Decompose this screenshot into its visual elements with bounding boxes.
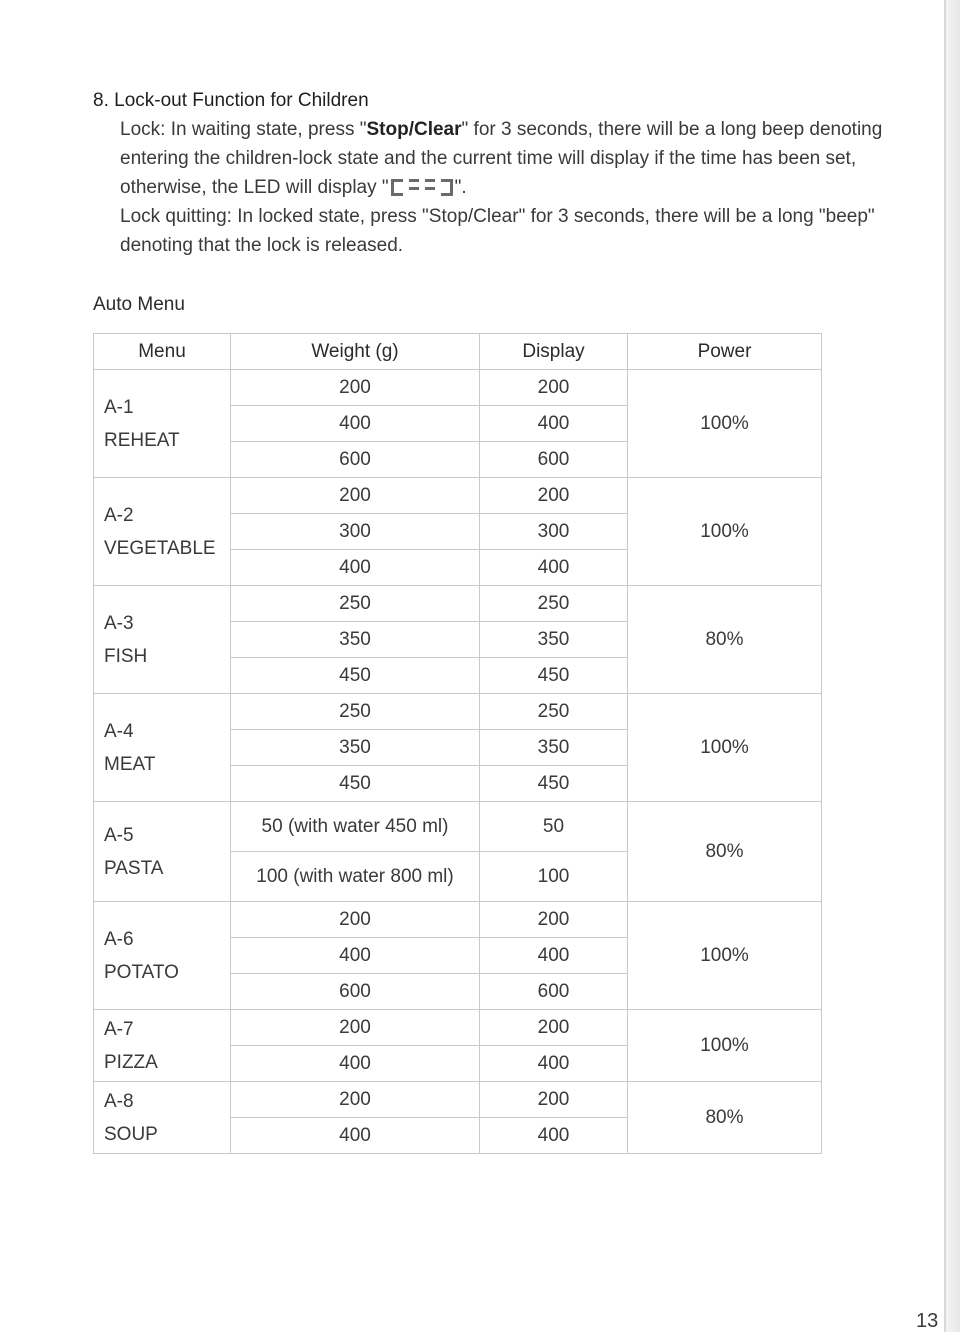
program-name: PASTA: [104, 857, 164, 879]
lock-text-prefix: Lock: In waiting state, press ": [120, 119, 367, 140]
lock-text-suffix: " for 3 seconds, there will be a long beep denoting entering the children-lock state and the current time will display if the time has been set, otherwise, the LED will display ": [120, 119, 883, 198]
menu-program-cell: [94, 902, 231, 1010]
auto-menu-table: [93, 333, 822, 1154]
power-cell: 100%: [628, 902, 822, 1010]
program-name: REHEAT: [104, 429, 180, 451]
weight-cell: 450: [231, 766, 480, 802]
display-cell: 250: [480, 694, 628, 730]
lock-paragraph: [120, 115, 893, 202]
program-name: FISH: [104, 645, 148, 667]
weight-cell: 350: [231, 730, 480, 766]
menu-program-cell: [94, 370, 231, 478]
lock-symbol-lcd-icon: [391, 179, 453, 196]
table-row: [94, 902, 822, 938]
menu-program-cell: [94, 1082, 231, 1154]
display-cell: 400: [480, 550, 628, 586]
menu-program-cell: [94, 478, 231, 586]
display-cell: 200: [480, 1010, 628, 1046]
display-cell: 200: [480, 370, 628, 406]
power-cell: 100%: [628, 1010, 822, 1082]
display-cell: 400: [480, 406, 628, 442]
lock-quit-paragraph: Lock quitting: In locked state, press "Stop/Clear" for 3 seconds, there will be a long "beep" denoting that the lock is released.: [120, 206, 875, 256]
table-row: [94, 478, 822, 514]
weight-cell: 200: [231, 902, 480, 938]
table-row: [94, 802, 822, 852]
table-row: [94, 586, 822, 622]
weight-cell: 350: [231, 622, 480, 658]
program-code: A-7: [104, 1018, 134, 1040]
program-code: A-6: [104, 928, 134, 950]
weight-cell: 50 (with water 450 ml): [231, 802, 480, 852]
display-cell: 200: [480, 1082, 628, 1118]
power-cell: 80%: [628, 586, 822, 694]
weight-cell: 400: [231, 406, 480, 442]
display-cell: 600: [480, 974, 628, 1010]
table-row: [94, 370, 822, 406]
menu-program-cell: [94, 1010, 231, 1082]
display-cell: 400: [480, 938, 628, 974]
menu-program-cell: [94, 802, 231, 902]
display-cell: 100: [480, 852, 628, 902]
power-cell: 80%: [628, 802, 822, 902]
page-edge: [944, 0, 960, 1332]
power-cell: 100%: [628, 478, 822, 586]
program-code: A-3: [104, 612, 134, 634]
program-code: A-5: [104, 824, 134, 846]
power-cell: 100%: [628, 370, 822, 478]
lockout-section: [93, 86, 893, 260]
weight-cell: 100 (with water 800 ml): [231, 852, 480, 902]
program-code: A-4: [104, 720, 134, 742]
menu-program-cell: [94, 586, 231, 694]
program-code: A-8: [104, 1090, 134, 1112]
display-cell: 600: [480, 442, 628, 478]
section-heading: 8. Lock-out Function for Children: [93, 90, 369, 111]
weight-cell: 400: [231, 1046, 480, 1082]
program-code: A-2: [104, 504, 134, 526]
table-header-row: [94, 334, 822, 370]
page-number: 13: [916, 1310, 939, 1332]
weight-cell: 300: [231, 514, 480, 550]
display-cell: 300: [480, 514, 628, 550]
weight-cell: 250: [231, 694, 480, 730]
weight-cell: 400: [231, 938, 480, 974]
weight-cell: 400: [231, 550, 480, 586]
weight-cell: 450: [231, 658, 480, 694]
header-menu: Menu: [94, 334, 231, 370]
display-cell: 400: [480, 1118, 628, 1154]
display-cell: 450: [480, 658, 628, 694]
power-cell: 100%: [628, 694, 822, 802]
menu-program-cell: [94, 694, 231, 802]
display-cell: 400: [480, 1046, 628, 1082]
table-row: [94, 1010, 822, 1046]
weight-cell: 400: [231, 1118, 480, 1154]
weight-cell: 250: [231, 586, 480, 622]
weight-cell: 600: [231, 442, 480, 478]
display-cell: 50: [480, 802, 628, 852]
display-cell: 200: [480, 478, 628, 514]
auto-menu-title: Auto Menu: [93, 294, 185, 315]
program-name: POTATO: [104, 961, 179, 983]
display-cell: 450: [480, 766, 628, 802]
power-cell: 80%: [628, 1082, 822, 1154]
program-code: A-1: [104, 396, 134, 418]
table-row: [94, 1082, 822, 1118]
table-row: [94, 694, 822, 730]
weight-cell: 200: [231, 1082, 480, 1118]
header-power: Power: [628, 334, 822, 370]
lock-text-end: ".: [454, 177, 467, 198]
program-name: VEGETABLE: [104, 537, 216, 559]
display-cell: 200: [480, 902, 628, 938]
display-cell: 350: [480, 622, 628, 658]
program-name: SOUP: [104, 1123, 158, 1145]
header-weight: Weight (g): [231, 334, 480, 370]
display-cell: 350: [480, 730, 628, 766]
weight-cell: 200: [231, 370, 480, 406]
program-name: MEAT: [104, 753, 156, 775]
program-name: PIZZA: [104, 1051, 158, 1073]
display-cell: 250: [480, 586, 628, 622]
header-display: Display: [480, 334, 628, 370]
weight-cell: 600: [231, 974, 480, 1010]
weight-cell: 200: [231, 478, 480, 514]
weight-cell: 200: [231, 1010, 480, 1046]
stop-clear-label: Stop/Clear: [366, 119, 462, 140]
